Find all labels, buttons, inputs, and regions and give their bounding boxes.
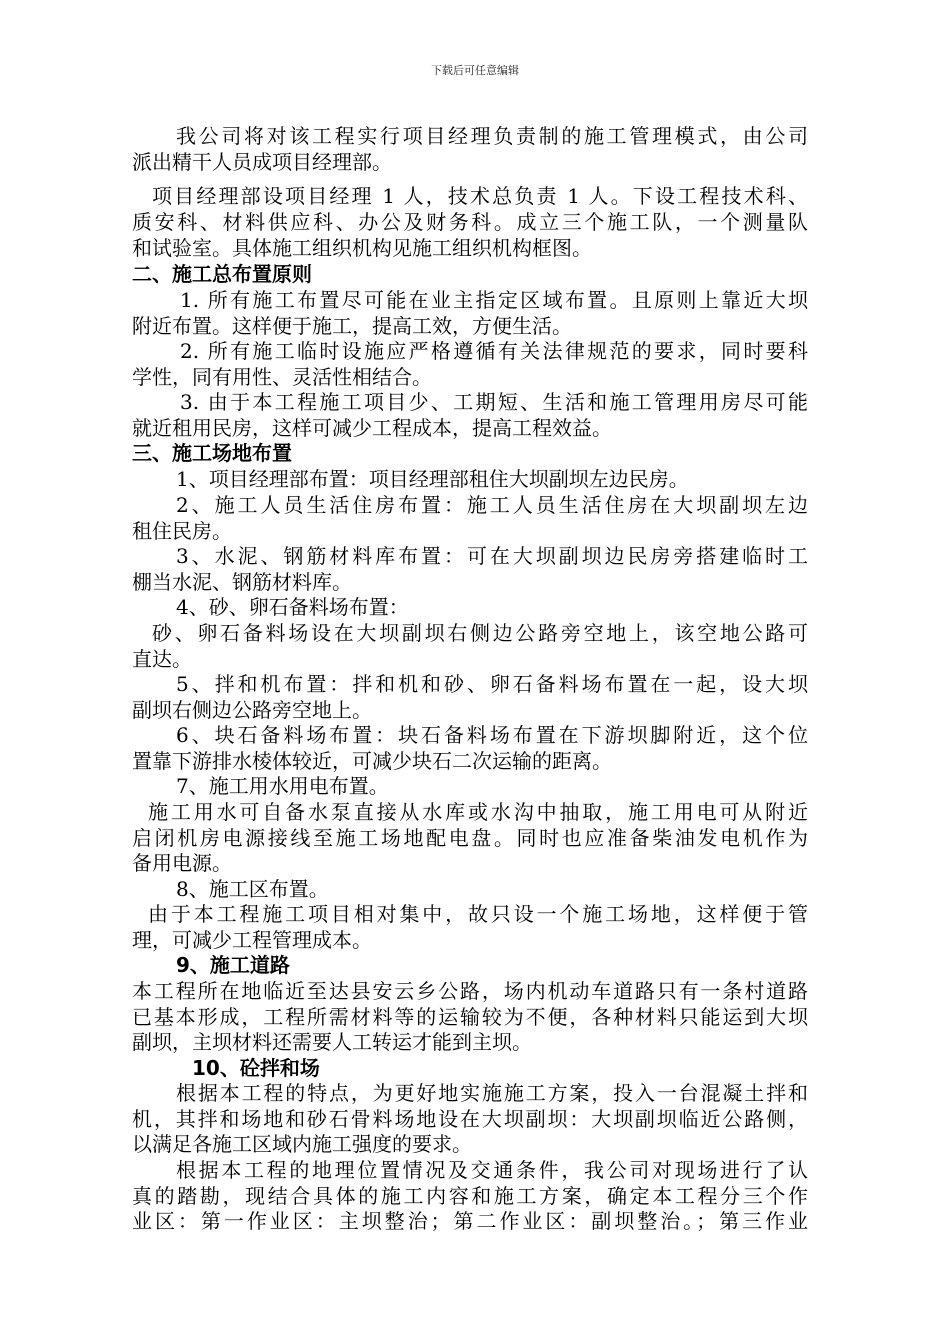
paragraph-line: 租住民房。 (132, 519, 232, 543)
paragraph-line: 启闭机房电源接线至施工场地配电盘。同时也应准备柴油发电机作为 (132, 826, 808, 850)
paragraph-line: 业区：第一作业区：主坝整治；第二作业区：副坝整治。；第三作业 (132, 1209, 808, 1233)
paragraph-line: 6、块石备料场布置：块石备料场布置在下游坝脚附近，这个位 (176, 723, 808, 747)
paragraph-line: 3. 由于本工程施工项目少、工期短、生活和施工管理用房尽可能 (180, 390, 808, 414)
paragraph-line: 2. 所有施工临时设施应严格遵循有关法律规范的要求，同时要科 (180, 339, 808, 363)
paragraph-line: 砂、卵石备料场设在大坝副坝右侧边公路旁空地上，该空地公路可 (152, 621, 808, 645)
paragraph-line: 项目经理部设项目经理 1 人，技术总负责 1 人。下设工程技术科、 (152, 184, 808, 208)
paragraph-line: 已基本形成，工程所需材料等的运输较为不便，各种材料只能运到大坝 (132, 1005, 808, 1029)
paragraph-line: 备用电源。 (132, 851, 232, 875)
paragraph-line: 我公司将对该工程实行项目经理负责制的施工管理模式，由公司 (176, 124, 808, 148)
paragraph-line: 理，可减少工程管理成本。 (132, 928, 372, 952)
section-heading: 二、施工总布置原则 (132, 262, 312, 286)
paragraph-line: 8、施工区布置。 (176, 877, 329, 901)
paragraph-line: 本工程所在地临近至达县安云乡公路，场内机动车道路只有一条村道路 (132, 979, 808, 1003)
section-heading: 10、砼拌和场 (192, 1056, 320, 1080)
paragraph-line: 棚当水泥、钢筋材料库。 (132, 570, 352, 594)
paragraph-line: 3、水泥、钢筋材料库布置：可在大坝副坝边民房旁搭建临时工 (176, 544, 808, 568)
paragraph-line: 根据本工程的特点，为更好地实施施工方案，投入一台混凝土拌和 (176, 1081, 808, 1105)
paragraph-line: 根据本工程的地理位置情况及交通条件，我公司对现场进行了认 (176, 1158, 808, 1182)
paragraph-line: 7、施工用水用电布置。 (176, 774, 389, 798)
paragraph-line: 就近租用民房，这样可减少工程成本，提高工程效益。 (132, 416, 612, 440)
paragraph-line: 真的踏勘，现结合具体的施工内容和施工方案，确定本工程分三个作 (132, 1184, 808, 1208)
paragraph-line: 派出精干人员成项目经理部。 (132, 150, 392, 174)
paragraph-line: 2、施工人员生活住房布置：施工人员生活住房在大坝副坝左边 (176, 493, 808, 517)
paragraph-line: 学性，同有用性、灵活性相结合。 (132, 365, 432, 389)
paragraph-line: 副坝，主坝材料还需要人工转运才能到主坝。 (132, 1030, 532, 1054)
paragraph-line: 机，其拌和场地和砂石骨料场地设在大坝副坝：大坝副坝临近公路侧， (132, 1107, 808, 1131)
section-heading: 9、施工道路 (176, 953, 290, 977)
paragraph-line: 附近布置。这样便于施工，提高工效，方便生活。 (132, 314, 572, 338)
section-heading: 三、施工场地布置 (132, 441, 292, 465)
paragraph-line: 质安科、材料供应科、办公及财务科。成立三个施工队，一个测量队 (132, 210, 808, 234)
paragraph-line: 和试验室。具体施工组织机构见施工组织机构框图。 (132, 236, 592, 260)
paragraph-line: 施工用水可自备水泵直接从水库或水沟中抽取，施工用电可从附近 (148, 800, 808, 824)
paragraph-line: 由于本工程施工项目相对集中，故只设一个施工场地，这样便于管 (148, 902, 808, 926)
page-header: 下载后可任意编辑 (431, 64, 519, 77)
paragraph-line: 5、拌和机布置：拌和机和砂、卵石备料场布置在一起，设大坝 (176, 672, 808, 696)
paragraph-line: 1、项目经理部布置：项目经理部租住大坝副坝左边民房。 (176, 467, 689, 491)
paragraph-line: 1. 所有施工布置尽可能在业主指定区域布置。且原则上靠近大坝 (180, 288, 808, 312)
paragraph-line: 直达。 (132, 647, 192, 671)
paragraph-line: 4、砂、卵石备料场布置： (176, 595, 409, 619)
paragraph-line: 置靠下游排水棱体较近，可减少块石二次运输的距离。 (132, 749, 612, 773)
paragraph-line: 以满足各施工区域内施工强度的要求。 (132, 1132, 472, 1156)
paragraph-line: 副坝右侧边公路旁空地上。 (132, 698, 372, 722)
